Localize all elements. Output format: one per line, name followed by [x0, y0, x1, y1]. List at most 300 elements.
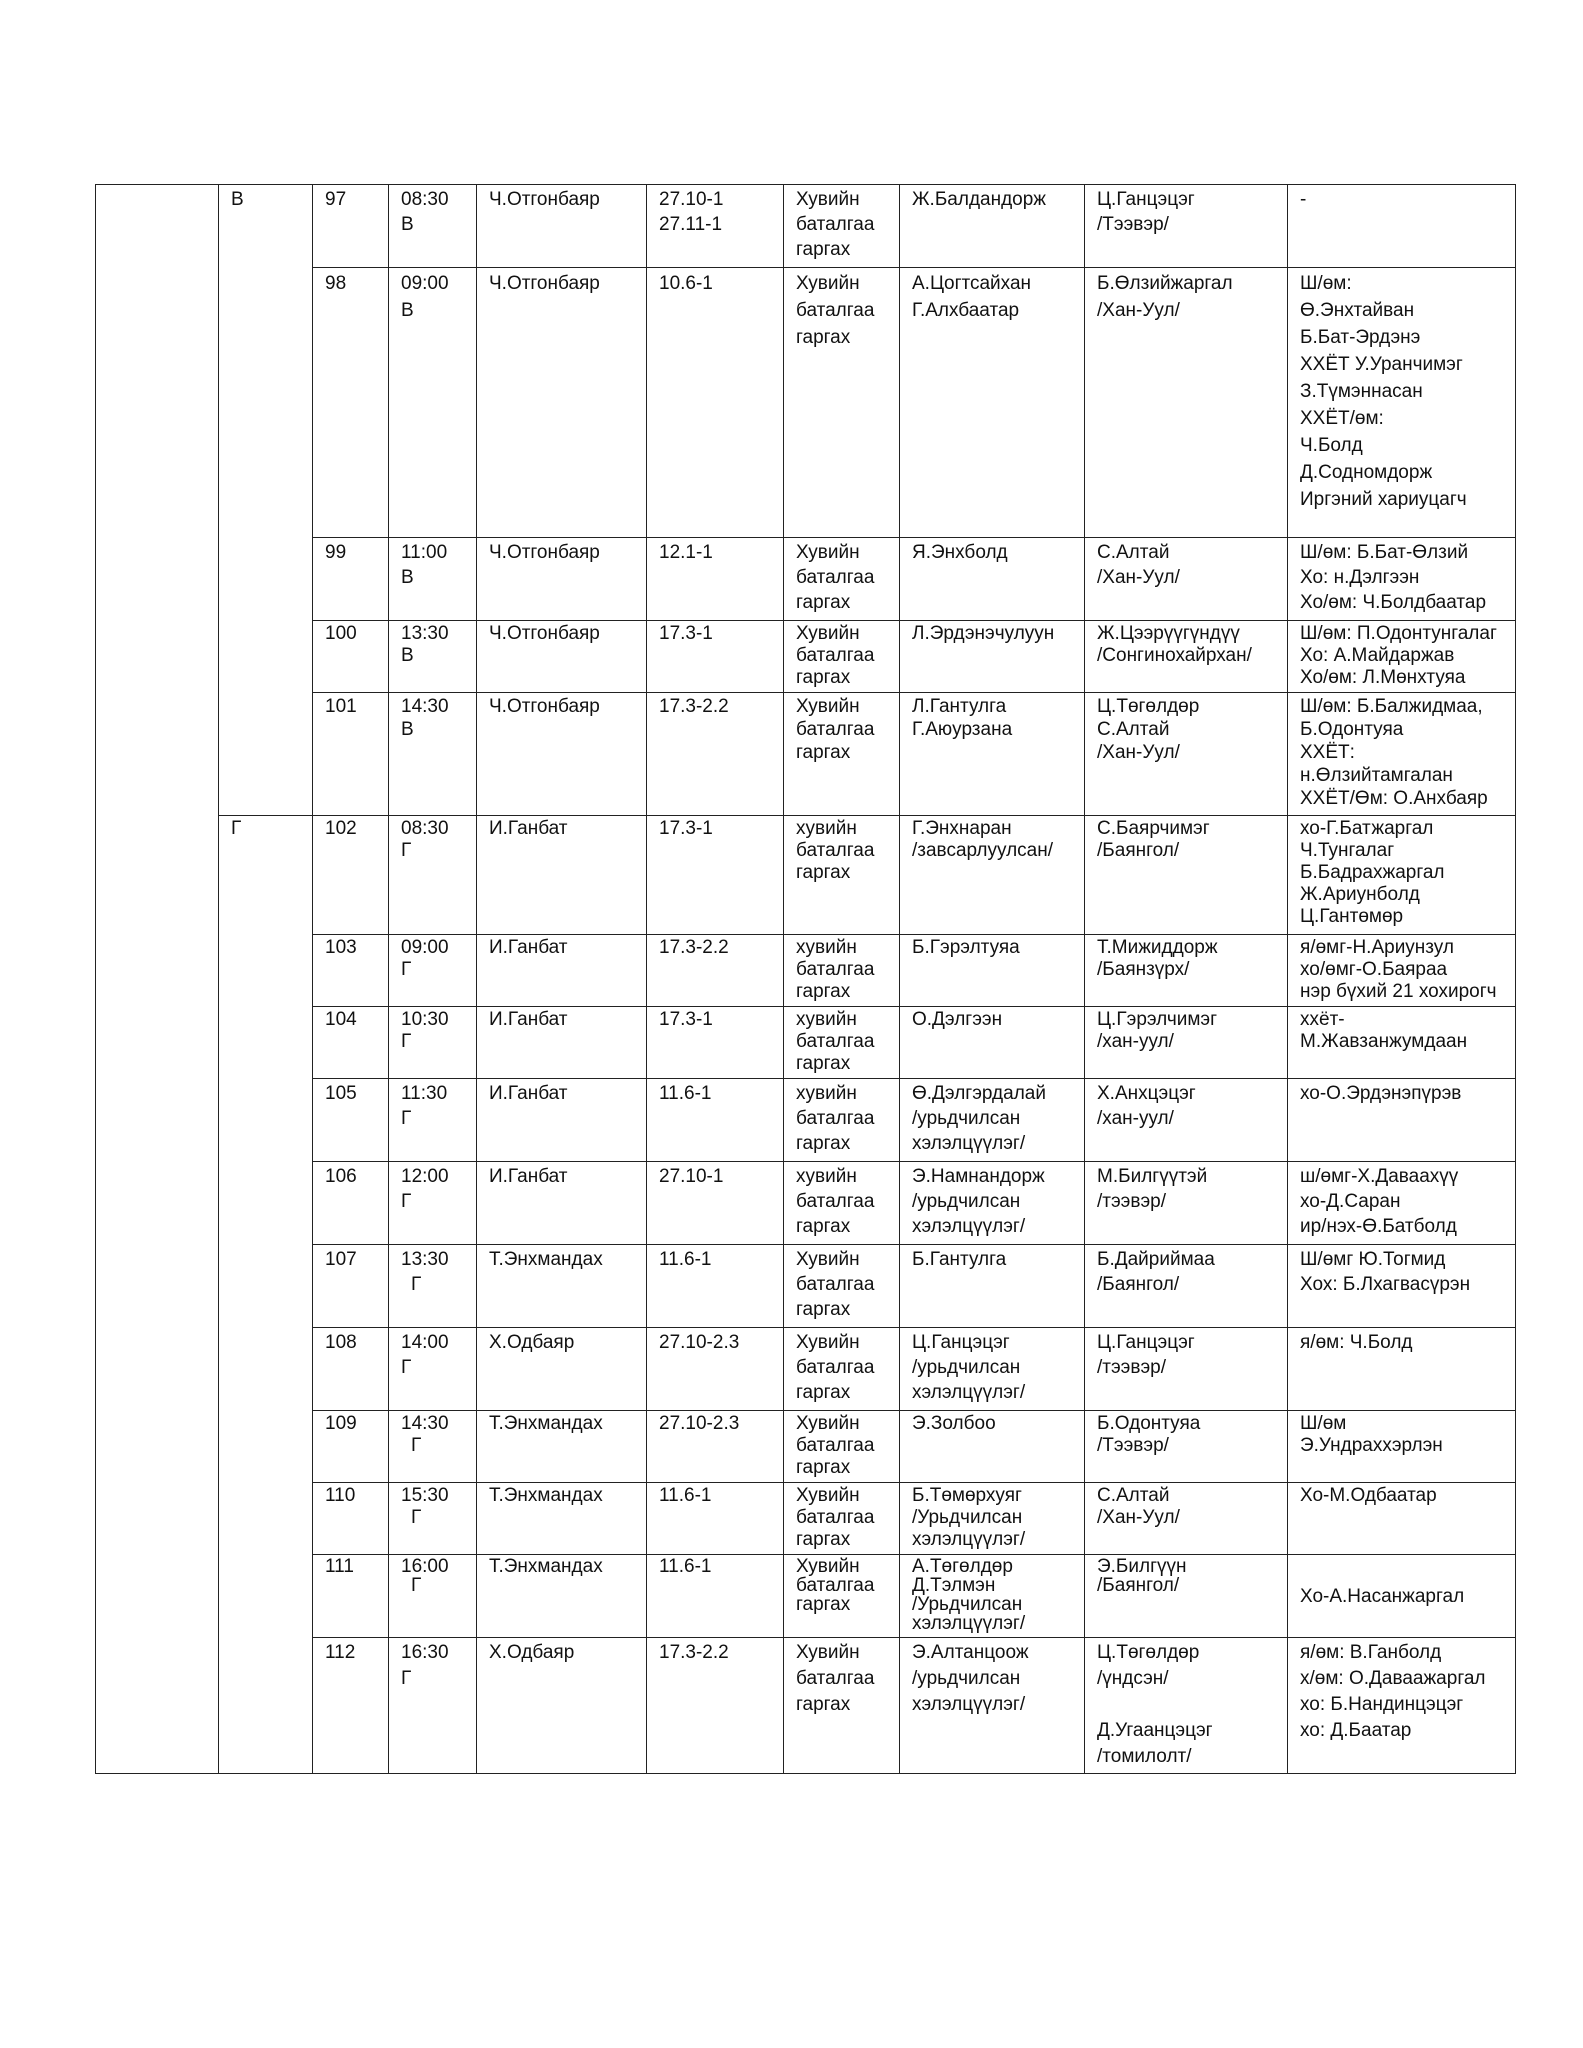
courtroom-group-label: Г — [231, 818, 242, 839]
participants-cell — [1288, 185, 1516, 268]
article-line: 17.3-2.2 — [659, 1642, 729, 1663]
participant-line: Хох: Б.Лхагвасүрэн — [1300, 1274, 1471, 1295]
participant-line: Хо: н.Дэлгээн — [1300, 567, 1420, 588]
prosecutor-cell — [1085, 185, 1288, 268]
defendant-line: Б.Төмөрхуяг — [912, 1485, 1022, 1506]
case-number: 102 — [325, 818, 357, 839]
participant-line: ХХЁТ: — [1300, 742, 1355, 763]
article-cell — [647, 1411, 784, 1483]
judge-cell — [477, 621, 647, 693]
defendant-cell — [900, 621, 1085, 693]
case-number-cell — [313, 1483, 389, 1555]
article-line: 17.3-1 — [659, 1009, 713, 1030]
stage-line: гаргах — [796, 1457, 851, 1478]
time-room-cell — [389, 1638, 477, 1774]
judge-name: И.Ганбат — [489, 1166, 568, 1187]
defendant-line: /урьдчилсан — [912, 1357, 1021, 1378]
defendant-line: Э.Намнандорж — [912, 1166, 1045, 1187]
prosecutor-line: /Баянгол/ — [1097, 1274, 1180, 1295]
defendant-line: Г.Алхбаатар — [912, 300, 1020, 321]
participant-line: - — [1300, 189, 1307, 210]
stage-line: баталгаа — [796, 1031, 875, 1052]
case-number-cell — [313, 816, 389, 935]
prosecutor-line: С.Алтай — [1097, 1485, 1170, 1506]
participant-line: я/өм: Ч.Болд — [1300, 1332, 1413, 1353]
stage-line: Хувийн — [796, 1249, 860, 1270]
judge-name: Ч.Отгонбаяр — [489, 189, 600, 210]
prosecutor-line: Б.Одонтуяа — [1097, 1413, 1201, 1434]
case-number-cell — [313, 1555, 389, 1638]
participant-line: Ш/өм: П.Одонтунгалаг — [1300, 623, 1497, 644]
stage-line: баталгаа — [796, 1108, 875, 1129]
case-number-cell — [313, 1079, 389, 1162]
participants-cell — [1288, 1079, 1516, 1162]
stage-cell — [784, 621, 900, 693]
judge-name: Т.Энхмандах — [489, 1249, 603, 1270]
defendant-line: Ц.Ганцэцэг — [912, 1332, 1010, 1353]
stage-line: хувийн — [796, 1083, 857, 1104]
hearing-room: Г — [401, 1357, 412, 1378]
hearing-room: Г — [401, 840, 412, 861]
participant-line: Ш/өм — [1300, 1413, 1347, 1434]
participant-line: ххёт- — [1300, 1009, 1345, 1030]
article-cell — [647, 935, 784, 1007]
case-number-cell — [313, 1162, 389, 1245]
hearing-room: Г — [411, 1507, 422, 1528]
time-room-cell — [389, 1328, 477, 1411]
hearing-room: Г — [411, 1274, 422, 1295]
stage-line: баталгаа — [796, 1507, 875, 1528]
stage-line: баталгаа — [796, 300, 875, 321]
prosecutor-line: /Тээвэр/ — [1097, 1435, 1169, 1456]
defendant-cell — [900, 1638, 1085, 1774]
hearing-room: Г — [401, 1031, 412, 1052]
defendant-cell — [900, 538, 1085, 621]
hearing-room: Г — [401, 1668, 412, 1689]
participant-line: Б.Одонтуяа — [1300, 719, 1404, 740]
time-room-cell — [389, 268, 477, 538]
stage-line: баталгаа — [796, 1435, 875, 1456]
stage-line: гаргах — [796, 1133, 851, 1154]
defendant-line: А.Цогтсайхан — [912, 273, 1032, 294]
participant-line: хо: Д.Баатар — [1300, 1720, 1412, 1741]
article-line: 11.6-1 — [659, 1083, 712, 1104]
participant-line: хо-О.Эрдэнэпүрэв — [1300, 1083, 1462, 1104]
prosecutor-cell — [1085, 816, 1288, 935]
stage-line: гаргах — [796, 239, 851, 260]
time-room-cell — [389, 185, 477, 268]
prosecutor-line: /тээвэр/ — [1097, 1357, 1167, 1378]
case-number-cell — [313, 1411, 389, 1483]
defendant-cell — [900, 1007, 1085, 1079]
hearing-time: 12:00 — [401, 1166, 449, 1187]
prosecutor-line: Т.Мижиддорж — [1097, 937, 1218, 958]
prosecutor-cell — [1085, 1638, 1288, 1774]
stage-line: гаргах — [796, 1299, 851, 1320]
hearing-time: 16:30 — [401, 1642, 449, 1663]
defendant-line: Д.Тэлмэн — [912, 1575, 996, 1596]
stage-line: Хувийн — [796, 1642, 860, 1663]
participant-line: хо-Г.Батжаргал — [1300, 818, 1434, 839]
participant-line: хо-Д.Саран — [1300, 1191, 1401, 1212]
hearing-room: В — [401, 645, 414, 666]
prosecutor-line: /хан-уул/ — [1097, 1108, 1174, 1129]
time-room-cell — [389, 1245, 477, 1328]
article-line: 17.3-1 — [659, 818, 713, 839]
hearing-time: 16:00 — [401, 1556, 449, 1577]
article-line: 27.10-1 — [659, 1166, 724, 1187]
case-number: 108 — [325, 1332, 357, 1353]
participant-line: Б.Бат-Эрдэнэ — [1300, 327, 1421, 348]
participant-line: я/өмг-Н.Ариунзул — [1300, 937, 1454, 958]
participant-line: хо: Б.Нандинцэцэг — [1300, 1694, 1464, 1715]
article-line: 27.10-2.3 — [659, 1332, 740, 1353]
prosecutor-line: /Тээвэр/ — [1097, 214, 1169, 235]
prosecutor-line: Х.Анхцэцэг — [1097, 1083, 1196, 1104]
participants-cell — [1288, 816, 1516, 935]
time-room-cell — [389, 538, 477, 621]
prosecutor-cell — [1085, 268, 1288, 538]
judge-name: Х.Одбаяр — [489, 1642, 575, 1663]
prosecutor-line: Б.Дайриймаа — [1097, 1249, 1215, 1270]
defendant-line: хэлэлцүүлэг/ — [912, 1694, 1026, 1715]
stage-line: гаргах — [796, 1216, 851, 1237]
prosecutor-cell — [1085, 1328, 1288, 1411]
case-number-cell — [313, 621, 389, 693]
participant-line: ХХЁТ У.Уранчимэг — [1300, 354, 1463, 375]
participant-line: Хо-М.Одбаатар — [1300, 1485, 1437, 1506]
case-number-cell — [313, 185, 389, 268]
prosecutor-cell — [1085, 621, 1288, 693]
case-number: 112 — [325, 1642, 356, 1663]
participant-line: Ч.Болд — [1300, 435, 1363, 456]
stage-line: хувийн — [796, 818, 857, 839]
hearing-time: 09:00 — [401, 273, 449, 294]
case-number: 110 — [325, 1485, 356, 1506]
stage-line: Хувийн — [796, 189, 860, 210]
judge-cell — [477, 1007, 647, 1079]
prosecutor-line: С.Баярчимэг — [1097, 818, 1210, 839]
defendant-line: /урьдчилсан — [912, 1108, 1021, 1129]
stage-line: гаргах — [796, 592, 851, 613]
case-number: 97 — [325, 189, 347, 210]
stage-line: гаргах — [796, 1053, 851, 1074]
participant-line: Ц.Гантөмөр — [1300, 906, 1404, 927]
stage-cell — [784, 693, 900, 816]
stage-cell — [784, 1411, 900, 1483]
article-cell — [647, 1328, 784, 1411]
participant-line: Хо/өм: Ч.Болдбаатар — [1300, 592, 1487, 613]
stage-line: Хувийн — [796, 1485, 860, 1506]
participant-line: Хо/өм: Л.Мөнхтуяа — [1300, 667, 1466, 688]
stage-line: баталгаа — [796, 645, 875, 666]
participants-cell — [1288, 1483, 1516, 1555]
hearing-time: 08:30 — [401, 818, 449, 839]
article-cell — [647, 538, 784, 621]
prosecutor-line: /Баянгол/ — [1097, 840, 1180, 861]
stage-line: гаргах — [796, 742, 851, 763]
table-row — [96, 816, 1516, 935]
hearing-room: В — [401, 300, 414, 321]
stage-line: Хувийн — [796, 1556, 860, 1577]
judge-cell — [477, 1328, 647, 1411]
hearing-time: 10:30 — [401, 1009, 449, 1030]
participant-line: Ж.Ариунболд — [1300, 884, 1420, 905]
stage-line: хувийн — [796, 937, 857, 958]
defendant-line: /Урьдчилсан — [912, 1594, 1023, 1615]
judge-cell — [477, 1638, 647, 1774]
article-line: 17.3-2.2 — [659, 696, 729, 717]
case-number: 111 — [325, 1556, 354, 1577]
judge-cell — [477, 268, 647, 538]
participant-line: Ш/өм: Б.Балжидмаа, — [1300, 696, 1483, 717]
prosecutor-line: /хан-уул/ — [1097, 1031, 1174, 1052]
stage-cell — [784, 1245, 900, 1328]
hearing-room: В — [401, 214, 414, 235]
stage-line: гаргах — [796, 862, 851, 883]
prosecutor-line: /Хан-Уул/ — [1097, 300, 1180, 321]
stage-line: гаргах — [796, 1529, 851, 1550]
defendant-line: Ж.Балдандорж — [912, 189, 1047, 210]
judge-name: Ч.Отгонбаяр — [489, 623, 600, 644]
prosecutor-line — [1097, 1692, 1281, 1718]
participant-line: М.Жавзанжумдаан — [1300, 1031, 1468, 1052]
judge-cell — [477, 1483, 647, 1555]
article-line: 11.6-1 — [659, 1556, 712, 1577]
table-row — [96, 185, 1516, 268]
defendant-cell — [900, 1483, 1085, 1555]
stage-cell — [784, 1555, 900, 1638]
hearing-time: 11:00 — [401, 542, 448, 563]
time-room-cell — [389, 1555, 477, 1638]
stage-line: Хувийн — [796, 1413, 860, 1434]
time-room-cell — [389, 1483, 477, 1555]
hearing-room: Г — [401, 1108, 412, 1129]
prosecutor-line: М.Билгүүтэй — [1097, 1166, 1208, 1187]
judge-cell — [477, 538, 647, 621]
article-line: 17.3-2.2 — [659, 937, 729, 958]
prosecutor-cell — [1085, 935, 1288, 1007]
stage-line: гаргах — [796, 981, 851, 1002]
stage-line: хувийн — [796, 1009, 857, 1030]
hearing-time: 13:30 — [401, 1249, 449, 1270]
stage-line: Хувийн — [796, 623, 860, 644]
participant-line: Э.Ундраххэрлэн — [1300, 1435, 1443, 1456]
hearing-time: 14:30 — [401, 696, 449, 717]
participant-line: Иргэний хариуцагч — [1300, 489, 1467, 510]
prosecutor-line: /үндсэн/ — [1097, 1668, 1169, 1689]
participant-line: Ш/өмг Ю.Тогмид — [1300, 1249, 1446, 1270]
participant-line: х/өм: О.Даваажаргал — [1300, 1668, 1486, 1689]
prosecutor-line: Э.Билгүүн — [1097, 1556, 1187, 1577]
participant-line: Б.Бадрахжаргал — [1300, 862, 1445, 883]
article-line: 10.6-1 — [659, 273, 713, 294]
participant-line: З.Түмэннасан — [1300, 381, 1423, 402]
defendant-line: Э.Золбоо — [912, 1413, 996, 1434]
time-room-cell — [389, 935, 477, 1007]
defendant-line: Ө.Дэлгэрдалай — [912, 1083, 1046, 1104]
article-line: 27.11-1 — [659, 214, 723, 235]
judge-name: Х.Одбаяр — [489, 1332, 575, 1353]
participants-cell — [1288, 1638, 1516, 1774]
prosecutor-line: /тээвэр/ — [1097, 1191, 1167, 1212]
stage-line: баталгаа — [796, 1191, 875, 1212]
prosecutor-line: Ц.Гэрэлчимэг — [1097, 1009, 1218, 1030]
prosecutor-cell — [1085, 693, 1288, 816]
time-room-cell — [389, 1007, 477, 1079]
defendant-cell — [900, 693, 1085, 816]
stage-line: гаргах — [796, 1694, 851, 1715]
defendant-line: Б.Гэрэлтуяа — [912, 937, 1020, 958]
defendant-line: О.Дэлгээн — [912, 1009, 1003, 1030]
defendant-line: /урьдчилсан — [912, 1668, 1021, 1689]
prosecutor-cell — [1085, 1079, 1288, 1162]
prosecutor-line: /Сонгинохайрхан/ — [1097, 645, 1252, 666]
case-number-cell — [313, 693, 389, 816]
article-cell — [647, 1555, 784, 1638]
stage-cell — [784, 268, 900, 538]
time-room-cell — [389, 1079, 477, 1162]
defendant-line: хэлэлцүүлэг/ — [912, 1613, 1026, 1634]
defendant-line: Э.Алтанцоож — [912, 1642, 1029, 1663]
prosecutor-line: С.Алтай — [1097, 719, 1170, 740]
hearing-time: 11:30 — [401, 1083, 448, 1104]
case-number: 101 — [325, 696, 357, 717]
stage-line: баталгаа — [796, 719, 875, 740]
article-line: 27.10-1 — [659, 189, 724, 210]
courtroom-group-cell — [219, 185, 313, 816]
hearing-time: 14:30 — [401, 1413, 449, 1434]
judge-cell — [477, 935, 647, 1007]
participant-line: ир/нэх-Ө.Батболд — [1300, 1216, 1457, 1237]
judge-cell — [477, 1162, 647, 1245]
hearing-time: 13:30 — [401, 623, 449, 644]
prosecutor-line: Ц.Төгөлдөр — [1097, 1642, 1200, 1663]
stage-cell — [784, 538, 900, 621]
defendant-cell — [900, 1411, 1085, 1483]
defendant-line: /урьдчилсан — [912, 1191, 1021, 1212]
judge-cell — [477, 1245, 647, 1328]
hearing-room: В — [401, 719, 414, 740]
prosecutor-line: Д.Угаанцэцэг — [1097, 1720, 1213, 1741]
defendant-cell — [900, 935, 1085, 1007]
defendant-cell — [900, 1328, 1085, 1411]
judge-cell — [477, 1411, 647, 1483]
stage-line: баталгаа — [796, 567, 875, 588]
case-number: 103 — [325, 937, 357, 958]
prosecutor-cell — [1085, 1555, 1288, 1638]
hearing-room: Г — [401, 959, 412, 980]
stage-cell — [784, 1638, 900, 1774]
prosecutor-line: /Хан-Уул/ — [1097, 742, 1180, 763]
article-line: 17.3-1 — [659, 623, 713, 644]
participant-line: н.Өлзийтамгалан — [1300, 765, 1453, 786]
defendant-cell — [900, 1245, 1085, 1328]
participant-line: ш/өмг-Х.Даваахүү — [1300, 1166, 1459, 1187]
case-number: 109 — [325, 1413, 357, 1434]
stage-line: гаргах — [796, 1594, 851, 1615]
time-room-cell — [389, 816, 477, 935]
participant-line: Ш/өм: Б.Бат-Өлзий — [1300, 542, 1469, 563]
prosecutor-line: /томилолт/ — [1097, 1746, 1192, 1767]
case-number-cell — [313, 268, 389, 538]
hearing-time: 08:30 — [401, 189, 449, 210]
judge-name: И.Ганбат — [489, 818, 568, 839]
hearing-room: Г — [401, 1191, 412, 1212]
stage-cell — [784, 935, 900, 1007]
case-number: 98 — [325, 273, 347, 294]
defendant-line: хэлэлцүүлэг/ — [912, 1382, 1026, 1403]
stage-line: баталгаа — [796, 1668, 875, 1689]
judge-cell — [477, 1555, 647, 1638]
judge-name: И.Ганбат — [489, 937, 568, 958]
case-number-cell — [313, 935, 389, 1007]
stage-cell — [784, 1162, 900, 1245]
participant-line: Ө.Энхтайван — [1300, 300, 1415, 321]
prosecutor-line: Ц.Төгөлдөр — [1097, 696, 1200, 717]
case-number: 100 — [325, 623, 357, 644]
judge-cell — [477, 816, 647, 935]
prosecutor-cell — [1085, 1483, 1288, 1555]
participant-line: Хо-А.Насанжаргал — [1300, 1585, 1465, 1607]
hearing-room: Г — [411, 1575, 422, 1596]
article-cell — [647, 185, 784, 268]
participants-cell — [1288, 1411, 1516, 1483]
article-cell — [647, 693, 784, 816]
stage-cell — [784, 816, 900, 935]
defendant-line: Я.Энхболд — [912, 542, 1008, 563]
defendant-line: Б.Гантулга — [912, 1249, 1007, 1270]
defendant-cell — [900, 268, 1085, 538]
defendant-line: хэлэлцүүлэг/ — [912, 1216, 1026, 1237]
participant-line: Д.Содномдорж — [1300, 462, 1433, 483]
article-cell — [647, 1638, 784, 1774]
participant-line: нэр бүхий 21 хохирогч — [1300, 981, 1497, 1002]
article-line: 12.1-1 — [659, 542, 713, 563]
stage-line: Хувийн — [796, 696, 860, 717]
judge-name: И.Ганбат — [489, 1083, 568, 1104]
defendant-line: Г.Аюурзана — [912, 719, 1013, 740]
hearing-schedule-page — [95, 184, 1515, 1774]
case-number: 99 — [325, 542, 347, 563]
case-number-cell — [313, 1245, 389, 1328]
stage-line: баталгаа — [796, 840, 875, 861]
hearing-time: 14:00 — [401, 1332, 449, 1353]
time-room-cell — [389, 693, 477, 816]
outer-blank-cell — [96, 185, 219, 1774]
stage-cell — [784, 185, 900, 268]
stage-line: гаргах — [796, 327, 851, 348]
time-room-cell — [389, 621, 477, 693]
defendant-line: А.Төгөлдөр — [912, 1556, 1013, 1577]
stage-line: гаргах — [796, 1382, 851, 1403]
prosecutor-line: /Хан-Уул/ — [1097, 1507, 1180, 1528]
defendant-cell — [900, 1162, 1085, 1245]
article-cell — [647, 1007, 784, 1079]
judge-name: Т.Энхмандах — [489, 1413, 603, 1434]
participants-cell — [1288, 1007, 1516, 1079]
defendant-line: хэлэлцүүлэг/ — [912, 1133, 1026, 1154]
prosecutor-line: /Хан-Уул/ — [1097, 567, 1180, 588]
stage-line: Хувийн — [796, 542, 860, 563]
prosecutor-line: /Баянзүрх/ — [1097, 959, 1190, 980]
judge-cell — [477, 1079, 647, 1162]
participants-cell — [1288, 1328, 1516, 1411]
stage-line: баталгаа — [796, 1274, 875, 1295]
prosecutor-cell — [1085, 1245, 1288, 1328]
stage-line: баталгаа — [796, 1575, 875, 1596]
hearing-time: 09:00 — [401, 937, 449, 958]
